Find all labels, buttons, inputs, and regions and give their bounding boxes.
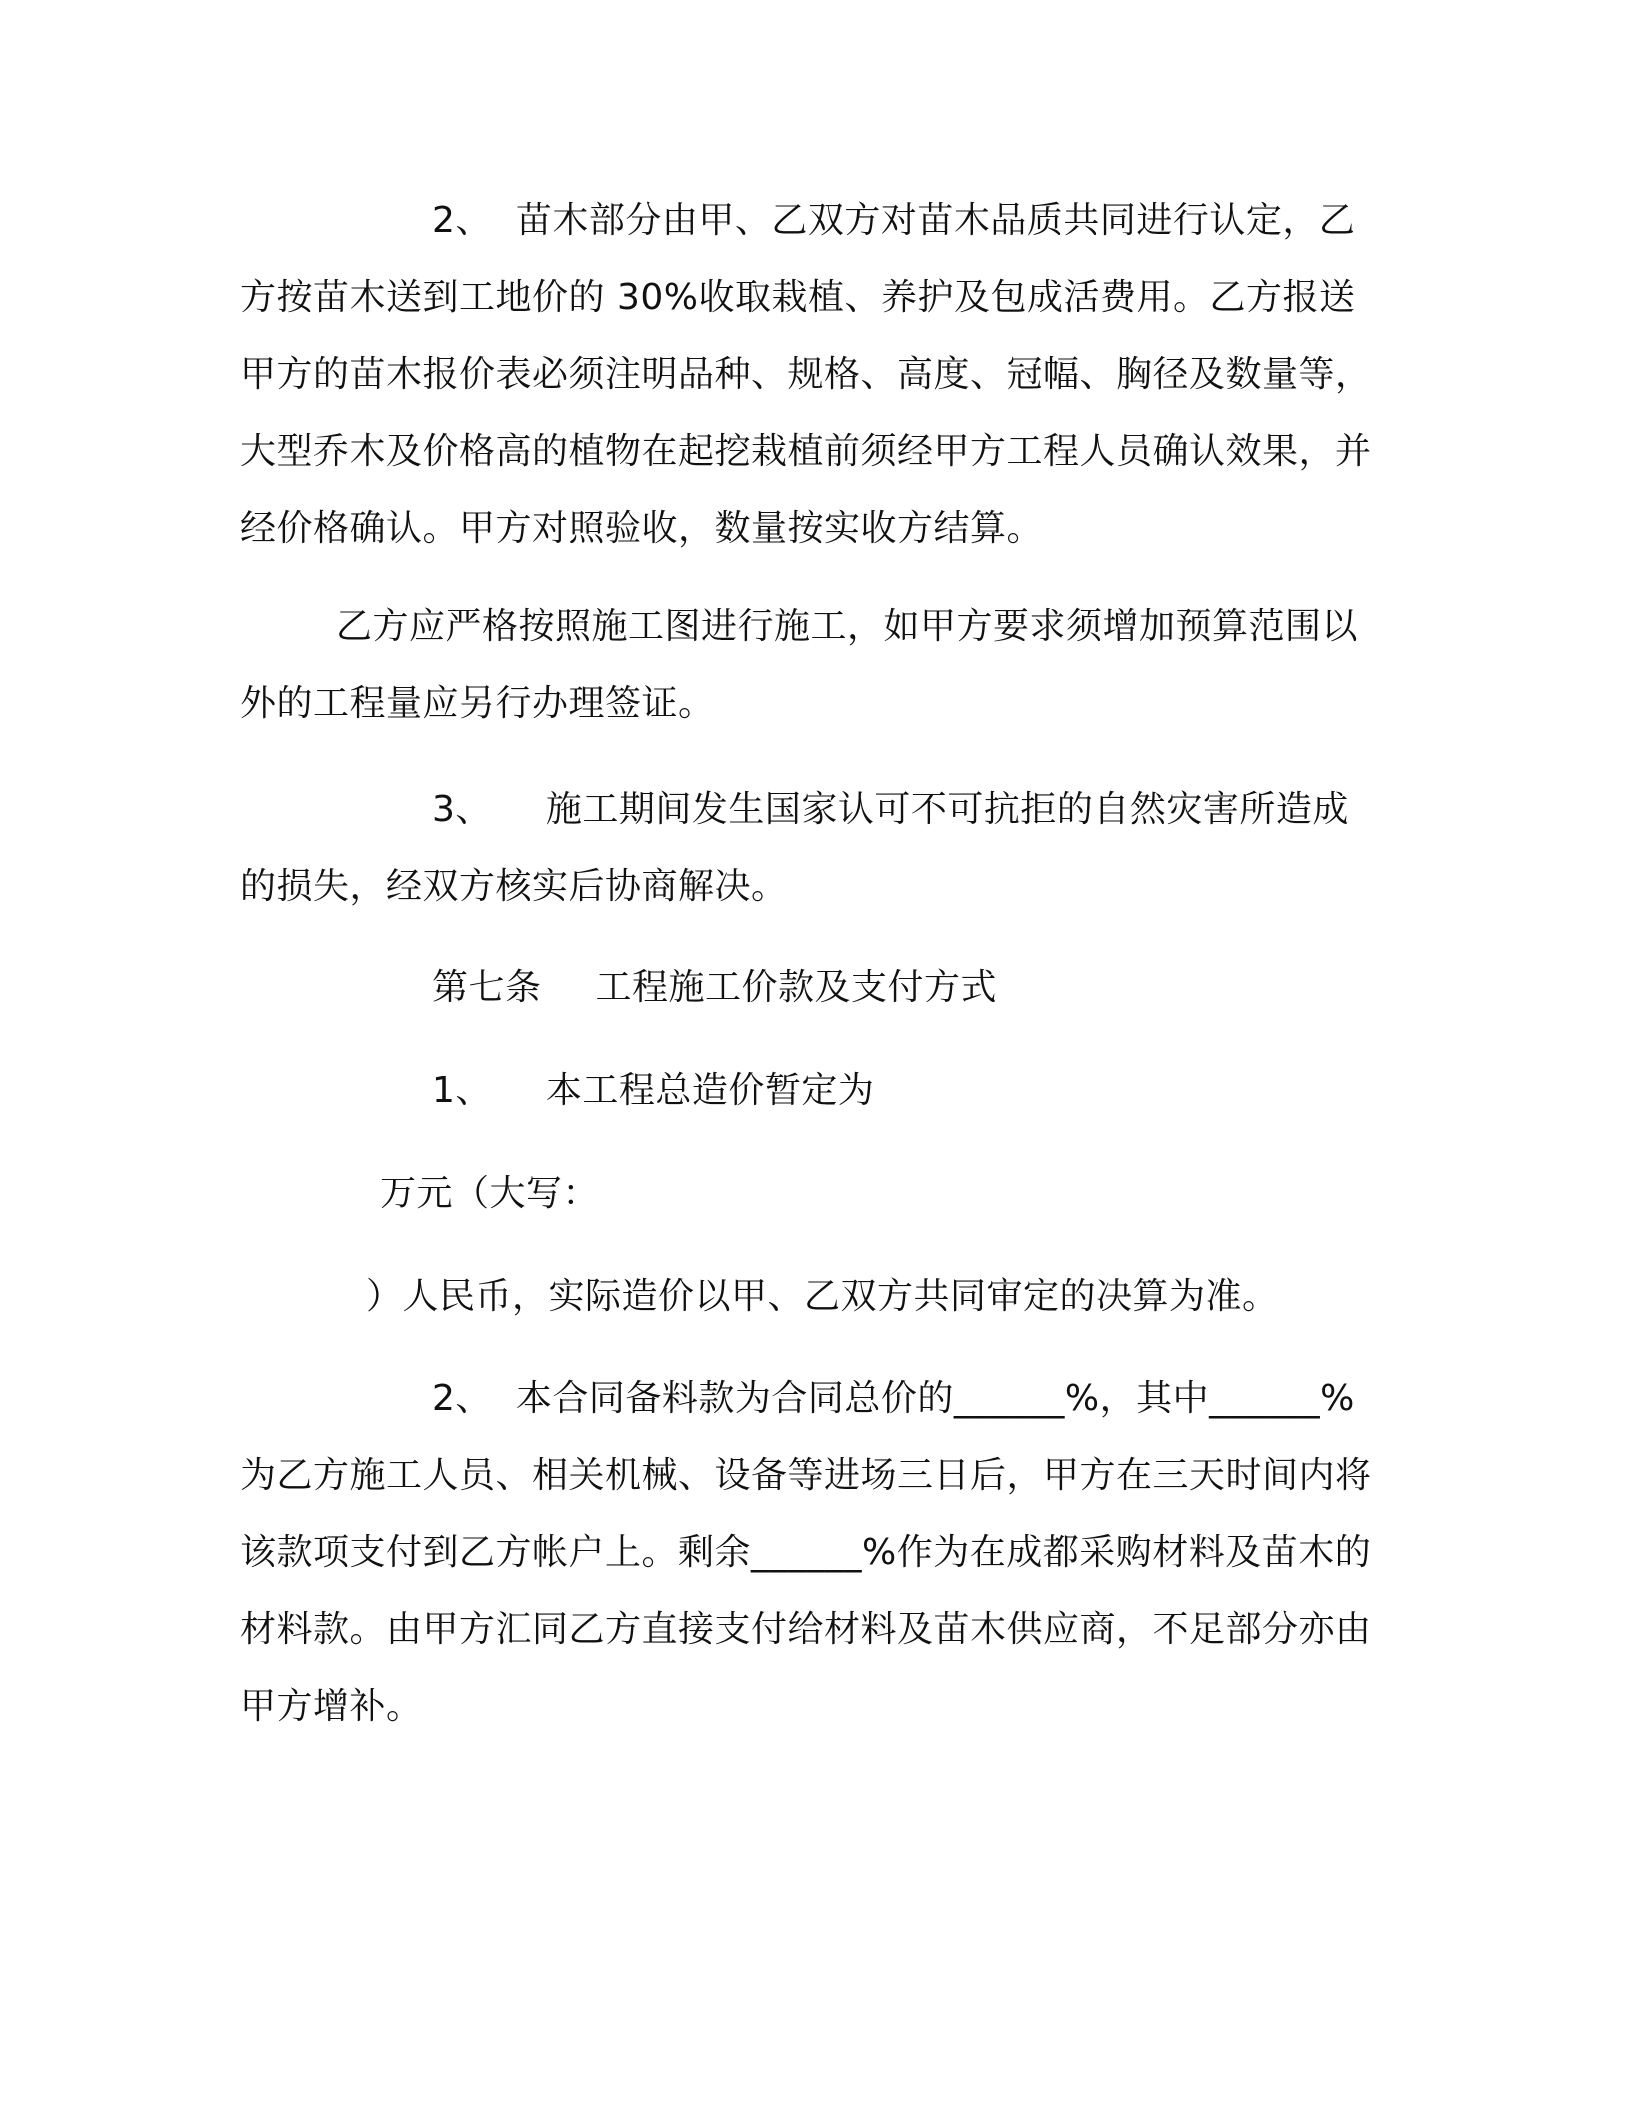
paragraph-construction-drawings: [240, 588, 1380, 742]
paragraph-number: 1、: [432, 1070, 492, 1111]
paragraph-text: 苗木部分由甲、乙双方对苗木品质共同进行认定，乙方按苗木送到工地价的 30%收取栽植、养护及包成活费用。乙方报送甲方的苗木报价表必须注明品种、规格、高度、冠幅、胸径及数量等，大型乔木及价格高的植物在起挖栽植前须经甲方工程人员确认效果，并经价格确认。甲方对照验收，数量按实收方结算。: [240, 200, 1372, 549]
paragraph-text: 乙方应严格按照施工图进行施工，如甲方要求须增加预算范围以外的工程量应另行办理签证。: [240, 606, 1359, 724]
paragraph-disaster: [240, 771, 1380, 925]
paragraph-number: 3、: [432, 789, 492, 830]
article-heading: [240, 949, 1380, 1026]
paragraph-text: 本工程总造价暂定为: [545, 1070, 875, 1111]
paragraph-rmb: [366, 1258, 1506, 1335]
paragraph-advance-payment: [240, 1360, 1380, 1745]
paragraph-text: 本合同备料款为合同总价的______%，其中______%为乙方施工人员、相关机械、设备等进场三日后，甲方在三天时间内将该款项支付到乙方帐户上。剩余______%作为在成都采购材料及苗木的材料款。由甲方汇同乙方直接支付给材料及苗木供应商，不足部分亦由甲方增补。: [240, 1378, 1372, 1727]
paragraph-total-cost: [240, 1052, 1380, 1129]
paragraph-text: 万元（大写：: [380, 1173, 600, 1214]
paragraph-text: 施工期间发生国家认可不可抗拒的自然灾害所造成的损失，经双方核实后协商解决。: [240, 789, 1349, 907]
paragraph-text: ）人民币，实际造价以甲、乙双方共同审定的决算为准。: [366, 1276, 1279, 1317]
paragraph-amount: [380, 1155, 1520, 1232]
paragraph-seedlings: [240, 182, 1380, 567]
paragraph-number: 2、: [432, 200, 492, 241]
article-title: 工程施工价款及支付方式: [595, 967, 998, 1008]
paragraph-number: 2、: [432, 1378, 492, 1419]
article-number: 第七条: [432, 967, 542, 1008]
